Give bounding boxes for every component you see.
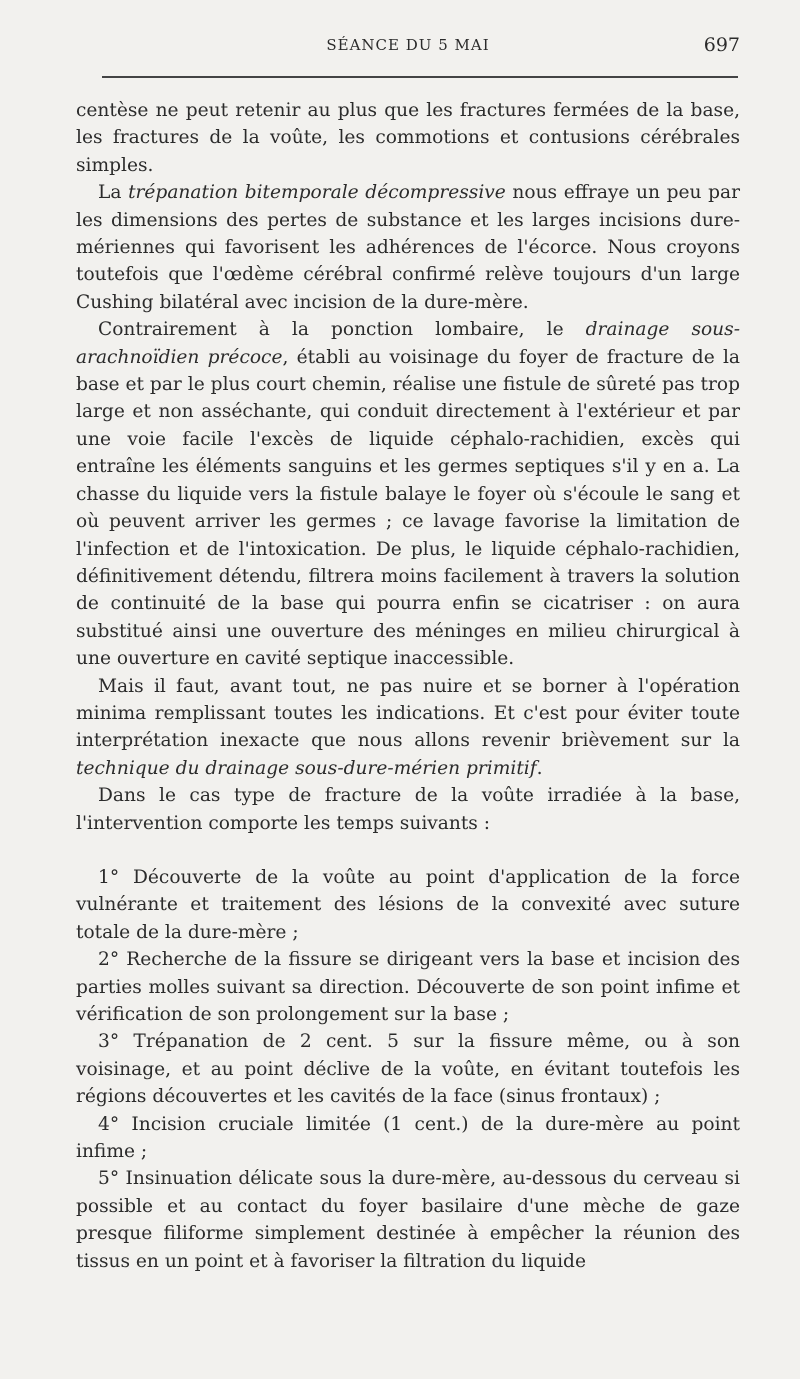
paragraph-continuation: centèse ne peut retenir au plus que les fractures fermées de la base, les fractures de la voûte, les commotions et contusions cérébrales simples. [76, 100, 740, 176]
paragraph-drainage: Contrairement à la ponction lombaire, le drainage sous-arachnoïdien précoce, établi au voisinage du foyer de fracture de la base et par le plus court chemin, réalise une fistule de sûreté pas trop large et non asséchante, qui conduit directement à l'extérieur et par une voie facile l'excès de liquide céphalo-rachidien, excès qui entraîne les éléments sanguins et les germes septiques s'il y en a. La chasse du liquide vers la fistule balaye le foyer où s'écoule le sang et où peuvent arriver les germes ; ce lavage favorise la limitation de l'infection et de l'intoxication. De plus, le liquide céphalo-rachidien, définitivement détendu, filtrera moins facilement à travers la solution de continuité de la base qui pourra enfin se cicatriser : on aura substitué ainsi une ouverture des méninges en milieu chirurgical à une ouverture en cavité septique inaccessible. [76, 319, 740, 670]
paragraph-trepanation: La trépanation bitemporale décompressive nous effraye un peu par les dimensions des pertes de substance et les larges incisions dure-mériennes qui favorisent les adhérences de l'écorce. Nous croyons toutefois que l'œdème cérébral confirmé relève toujours d'un large Cushing bilatéral avec incision de la dure-mère. [76, 182, 740, 313]
body-text [76, 97, 740, 1275]
paragraph-intervention: Dans le cas type de fracture de la voûte irradiée à la base, l'intervention comporte les temps suivants : [76, 785, 740, 834]
step-5: 5° Insinuation délicate sous la dure-mère, au-dessous du cerveau si possible et au contact du foyer basilaire d'une mèche de gaze presque filiforme simplement destinée à empêcher la réunion des tissus en un point et à favoriser la filtration du liquide [76, 1168, 740, 1272]
running-title: SÉANCE DU 5 MAI [326, 36, 490, 54]
header-rule [102, 76, 738, 78]
page-header [76, 36, 740, 60]
emphasis-trepanation: trépanation bitemporale décompressive [128, 182, 506, 204]
page-number: 697 [703, 34, 740, 56]
emphasis-technique: technique du drainage sous-dure-mérien primitif [76, 757, 537, 779]
step-4: 4° Incision cruciale limitée (1 cent.) de la dure-mère au point infime ; [76, 1113, 740, 1163]
paragraph-technique: Mais il faut, avant tout, ne pas nuire et se borner à l'opération minima remplissant toutes les indications. Et c'est pour éviter toute interprétation inexacte que nous allons revenir brièvement sur la technique du drainage sous-dure-mérien primitif. [76, 675, 740, 779]
step-3: 3° Trépanation de 2 cent. 5 sur la fissure même, ou à son voisinage, et au point déclive de la voûte, en évitant toutefois les régions découvertes et les cavités de la face (sinus frontaux) ; [76, 1031, 740, 1108]
step-1: 1° Découverte de la voûte au point d'application de la force vulnérante et traitement des lésions de la convexité avec suture totale de la dure-mère ; [76, 866, 740, 943]
emphasis-drainage: drainage sous-arachnoïdien précoce [76, 319, 740, 368]
step-2: 2° Recherche de la fissure se dirigeant vers la base et incision des parties molles suivant sa direction. Découverte de son point infime et vérification de son prolongement sur la base ; [76, 949, 740, 1025]
